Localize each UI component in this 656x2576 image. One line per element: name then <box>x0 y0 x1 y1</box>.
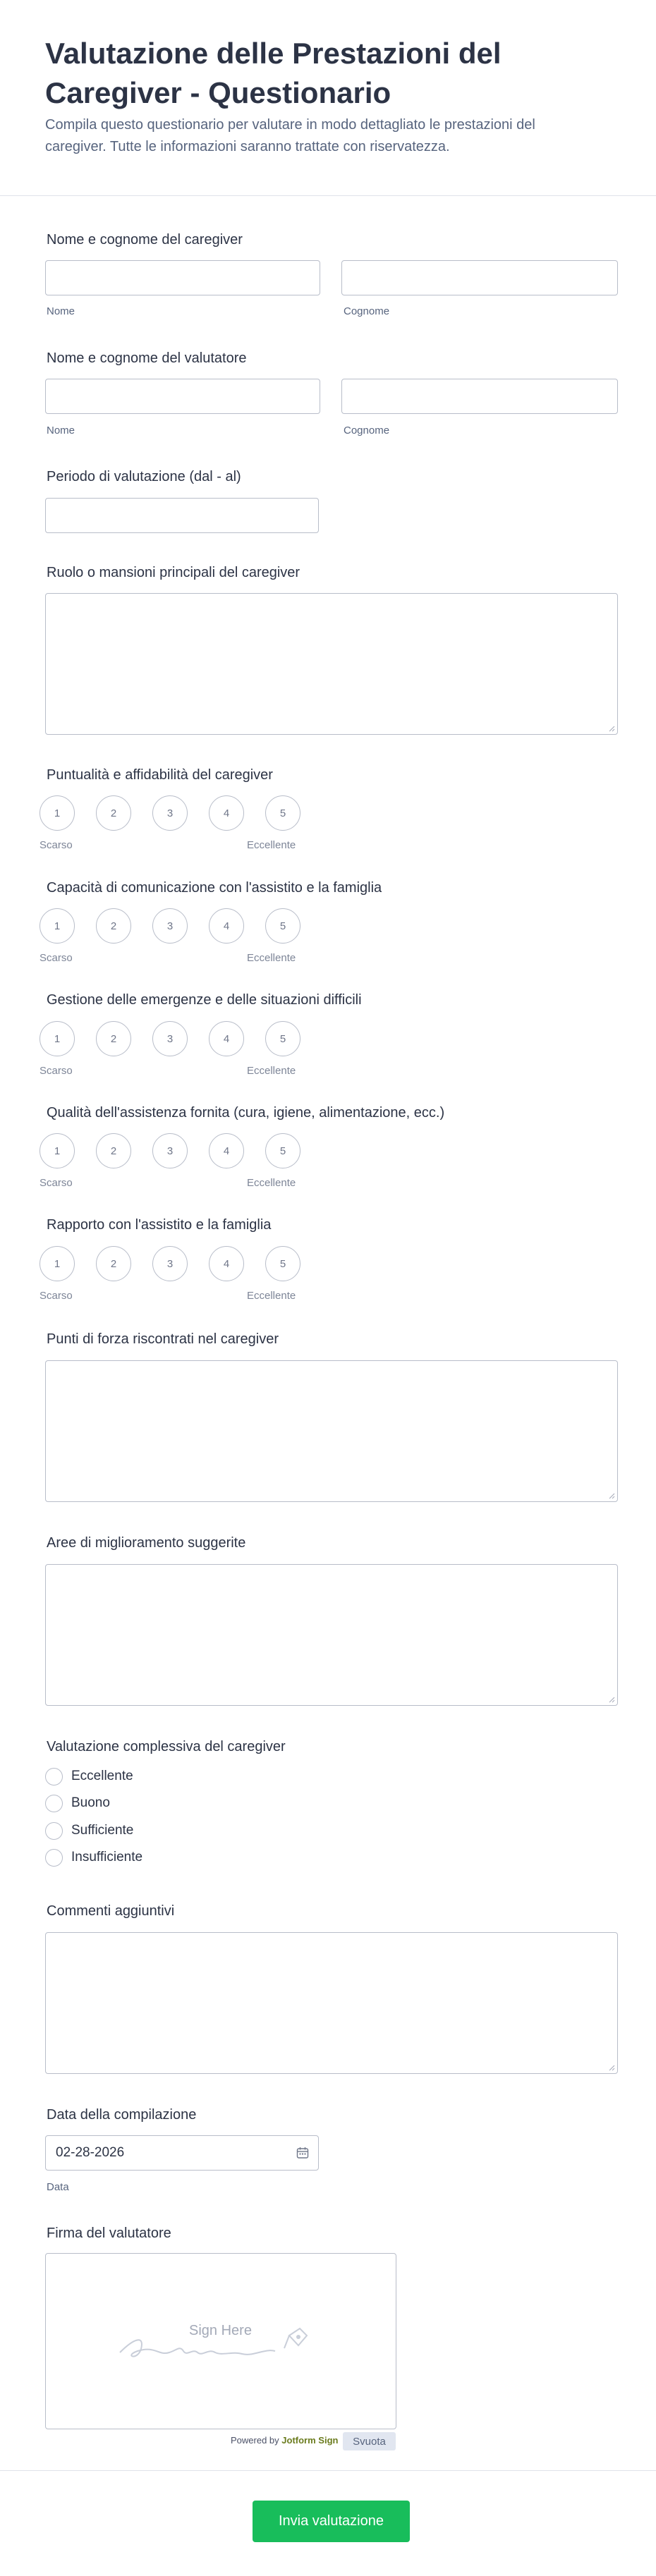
period-input[interactable] <box>45 498 319 533</box>
clear-signature-button[interactable]: Svuota <box>343 2432 396 2450</box>
overall-option-insufficient[interactable] <box>45 1848 142 1867</box>
signature-label: Firma del valutatore <box>47 2226 171 2241</box>
caregiver-last-name-sublabel: Cognome <box>344 305 390 317</box>
rating-option[interactable]: 4 <box>209 1133 244 1168</box>
submit-button[interactable]: Invia valutazione <box>253 2501 410 2542</box>
rating-option[interactable]: 3 <box>152 1021 188 1056</box>
rating-option[interactable]: 3 <box>152 1133 188 1168</box>
resize-grip-icon[interactable] <box>609 2065 615 2071</box>
caregiver-last-name-input[interactable] <box>341 260 618 295</box>
form-header <box>0 0 656 196</box>
powered-by-text <box>231 2435 338 2446</box>
radio-label: Sufficiente <box>71 1823 134 1838</box>
caregiver-first-name-input[interactable] <box>45 260 320 295</box>
scale-high-label: Eccellente <box>247 1290 296 1302</box>
rating-option[interactable]: 3 <box>152 1246 188 1281</box>
evaluator-last-name-sublabel: Cognome <box>344 425 390 437</box>
form-title: Valutazione delle Prestazioni del Caregiver - Questionario <box>45 37 502 109</box>
rating-scale-quality <box>40 1133 308 1189</box>
role-textarea[interactable] <box>45 593 618 735</box>
rating-option[interactable]: 2 <box>96 1021 131 1056</box>
scale-low-label: Scarso <box>40 1177 73 1189</box>
rating-option[interactable]: 2 <box>96 795 131 831</box>
rating-option[interactable]: 2 <box>96 1133 131 1168</box>
rating-option[interactable]: 1 <box>40 1021 75 1056</box>
improvements-textarea[interactable] <box>45 1564 618 1706</box>
date-value: 02-28-2026 <box>56 2145 125 2160</box>
rating-option[interactable]: 4 <box>209 795 244 831</box>
role-label: Ruolo o mansioni principali del caregiver <box>47 565 300 580</box>
period-label: Periodo di valutazione (dal - al) <box>47 469 241 484</box>
radio-label: Eccellente <box>71 1769 133 1783</box>
caregiver-name-label: Nome e cognome del caregiver <box>47 232 243 248</box>
comments-label: Commenti aggiuntivi <box>47 1903 175 1919</box>
rating-option[interactable]: 1 <box>40 908 75 944</box>
rating-option[interactable]: 4 <box>209 1021 244 1056</box>
scale-low-label: Scarso <box>40 839 73 851</box>
improvements-label: Aree di miglioramento suggerite <box>47 1535 246 1551</box>
date-input[interactable] <box>45 2135 319 2171</box>
evaluator-last-name-input[interactable] <box>341 379 618 414</box>
radio-button[interactable] <box>45 1795 63 1812</box>
rating-scale-communication <box>40 908 308 964</box>
rating-option[interactable]: 5 <box>265 908 300 944</box>
radio-button[interactable] <box>45 1849 63 1867</box>
resize-grip-icon[interactable] <box>609 1493 615 1499</box>
rating-label-emergencies: Gestione delle emergenze e delle situazioni difficili <box>47 992 362 1008</box>
scale-low-label: Scarso <box>40 952 73 964</box>
rating-option[interactable]: 5 <box>265 1021 300 1056</box>
strengths-label: Punti di forza riscontrati nel caregiver <box>47 1331 279 1347</box>
evaluator-first-name-sublabel: Nome <box>47 425 75 437</box>
rating-option[interactable]: 2 <box>96 1246 131 1281</box>
overall-label: Valutazione complessiva del caregiver <box>47 1739 286 1754</box>
rating-option[interactable]: 1 <box>40 795 75 831</box>
caregiver-first-name-sublabel: Nome <box>47 305 75 317</box>
signature-placeholder: Sign Here <box>189 2323 252 2338</box>
radio-label: Buono <box>71 1795 110 1810</box>
rating-option[interactable]: 4 <box>209 1246 244 1281</box>
powered-brand: Jotform Sign <box>281 2435 339 2446</box>
scale-high-label: Eccellente <box>247 839 296 851</box>
resize-grip-icon[interactable] <box>609 726 615 732</box>
rating-option[interactable]: 5 <box>265 1133 300 1168</box>
radio-button[interactable] <box>45 1768 63 1786</box>
overall-option-sufficient[interactable] <box>45 1821 133 1841</box>
scale-high-label: Eccellente <box>247 952 296 964</box>
evaluator-name-label: Nome e cognome del valutatore <box>47 350 247 366</box>
rating-label-punctuality: Puntualità e affidabilità del caregiver <box>47 767 273 783</box>
rating-label-relationship: Rapporto con l'assistito e la famiglia <box>47 1217 272 1233</box>
rating-option[interactable]: 3 <box>152 795 188 831</box>
rating-option[interactable]: 4 <box>209 908 244 944</box>
evaluator-first-name-input[interactable] <box>45 379 320 414</box>
rating-scale-relationship <box>40 1246 308 1302</box>
resize-grip-icon[interactable] <box>609 1697 615 1703</box>
scale-low-label: Scarso <box>40 1290 73 1302</box>
date-sublabel: Data <box>47 2181 69 2193</box>
scale-high-label: Eccellente <box>247 1065 296 1077</box>
rating-label-communication: Capacità di comunicazione con l'assistito e la famiglia <box>47 880 382 896</box>
powered-prefix: Powered by <box>231 2435 279 2446</box>
date-label: Data della compilazione <box>47 2107 197 2123</box>
rating-option[interactable]: 1 <box>40 1246 75 1281</box>
rating-option[interactable]: 5 <box>265 1246 300 1281</box>
overall-option-good[interactable] <box>45 1793 110 1813</box>
rating-scale-emergencies <box>40 1021 308 1077</box>
rating-option[interactable]: 2 <box>96 908 131 944</box>
rating-scale-punctuality <box>40 795 308 851</box>
radio-button[interactable] <box>45 1822 63 1840</box>
rating-option[interactable]: 1 <box>40 1133 75 1168</box>
rating-option[interactable]: 5 <box>265 795 300 831</box>
scale-high-label: Eccellente <box>247 1177 296 1189</box>
strengths-textarea[interactable] <box>45 1360 618 1502</box>
comments-textarea[interactable] <box>45 1932 618 2074</box>
overall-option-excellent[interactable] <box>45 1766 133 1786</box>
form-description: Compila questo questionario per valutare in modo dettagliato le prestazioni del caregiver. Tutte le informazioni saranno trattate con riservatezza. <box>45 117 535 154</box>
scale-low-label: Scarso <box>40 1065 73 1077</box>
radio-label: Insufficiente <box>71 1850 143 1864</box>
rating-option[interactable]: 3 <box>152 908 188 944</box>
footer-divider <box>0 2470 656 2471</box>
signature-pad[interactable] <box>45 2253 396 2429</box>
rating-label-quality: Qualità dell'assistenza fornita (cura, igiene, alimentazione, ecc.) <box>47 1105 445 1121</box>
calendar-icon[interactable] <box>296 2147 309 2159</box>
